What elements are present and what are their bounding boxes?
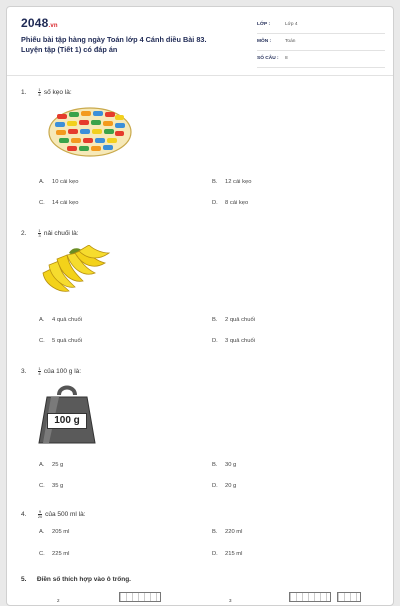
partial-number: 2 — [57, 598, 60, 603]
weight-label: 100 g — [47, 413, 87, 429]
question-1: 1. $\frac{1}{4}$ số kẹo là: — [21, 87, 72, 97]
banana-bunch-image — [39, 245, 111, 297]
option-2c[interactable]: C. 5 quả chuối — [39, 338, 82, 344]
worksheet-header — [7, 7, 393, 75]
option-4d[interactable]: D. 215 ml — [212, 551, 243, 557]
meta-subject-row: MÔN : Toán — [257, 35, 385, 51]
header-divider — [7, 75, 393, 76]
question-5: 5. Điền số thích hợp vào ô trống. — [21, 576, 131, 583]
candy-plate-image — [47, 102, 133, 158]
answer-grid[interactable] — [119, 592, 161, 602]
question-3: 3. $\frac{1}{4}$ của 100 g là: — [21, 366, 82, 376]
option-4b[interactable]: B. 220 ml — [212, 529, 243, 535]
logo-suffix: .vn — [48, 23, 58, 29]
option-1a[interactable]: A. 10 cái kẹo — [39, 179, 79, 185]
worksheet-page — [6, 6, 394, 606]
option-3d[interactable]: D. 20 g — [212, 483, 237, 489]
option-3a[interactable]: A. 25 g — [39, 462, 64, 468]
option-1b[interactable]: B. 12 cái kẹo — [212, 179, 252, 185]
partial-number: 3 — [229, 598, 232, 603]
option-2d[interactable]: D. 3 quả chuối — [212, 338, 255, 344]
site-logo[interactable]: 2048.vn — [21, 16, 58, 30]
answer-grid[interactable] — [289, 592, 331, 602]
option-4c[interactable]: C. 225 ml — [39, 551, 70, 557]
fraction: $\frac{9}{20}$ — [37, 509, 43, 519]
worksheet-meta — [257, 18, 385, 69]
fraction: $\frac{1}{4}$ — [38, 366, 41, 376]
option-4a[interactable]: A. 205 ml — [39, 529, 70, 535]
worksheet-title: Phiếu bài tập hàng ngày Toán lớp 4 Cánh diều Bài 83. Luyện tập (Tiết 1) có đáp án — [21, 35, 207, 54]
option-2a[interactable]: A. 4 quả chuối — [39, 317, 82, 323]
option-3b[interactable]: B. 30 g — [212, 462, 237, 468]
fraction: $\frac{1}{4}$ — [38, 87, 41, 97]
question-4: 4. $\frac{9}{20}$ của 500 ml là: — [21, 509, 86, 519]
option-3c[interactable]: C. 35 g — [39, 483, 64, 489]
option-1c[interactable]: C. 14 cái kẹo — [39, 200, 79, 206]
option-1d[interactable]: D. 8 cái kẹo — [212, 200, 249, 206]
question-2: 2. $\frac{1}{3}$ nải chuối là: — [21, 228, 79, 238]
answer-grid[interactable] — [337, 592, 361, 602]
weight-image — [37, 383, 97, 447]
fraction: $\frac{1}{3}$ — [38, 228, 41, 238]
meta-count-row: SỐ CÂU : 8 — [257, 52, 385, 68]
option-2b[interactable]: B. 2 quả chuối — [212, 317, 255, 323]
meta-class-row: LỚP : Lớp 4 — [257, 18, 385, 34]
